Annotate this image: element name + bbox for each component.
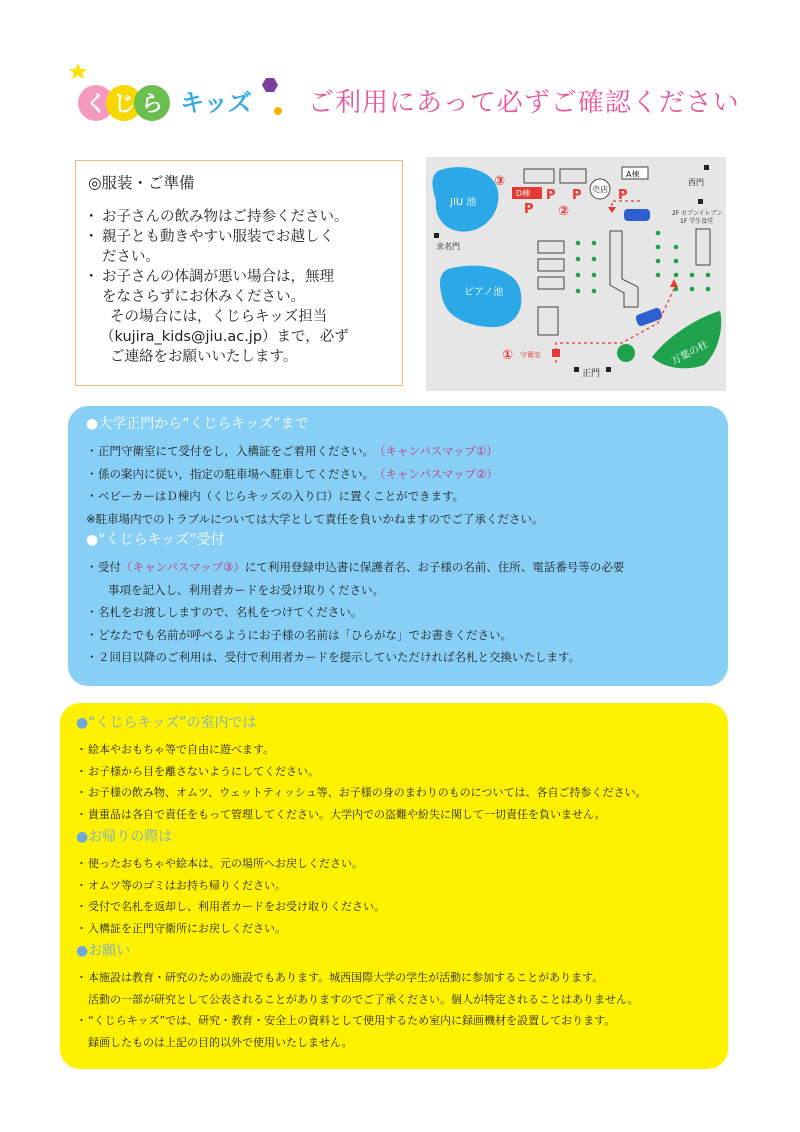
kujira-kids-logo bbox=[66, 60, 296, 130]
info-line: ・正門守衛室にて受付をし，入構証をご着用ください。 （キャンパスマップ①） bbox=[86, 444, 498, 458]
rule-text: 受付で名札を返却し、利用者カードをお受け取りください。 bbox=[88, 900, 385, 913]
info-line: ・どなたでも名前が呼べるようにお子様の名前は「ひらがな」でお書きください。 bbox=[86, 627, 512, 642]
info-line-cont: 事項を記入し、利用者カードをお受け取りください。 bbox=[108, 582, 384, 597]
rule-text: お子様の飲み物、オムツ、ウェットティッシュ等、お子様の身のまわりのものについては、各自ご持参ください。 bbox=[88, 786, 647, 799]
attire-heading: ◎服装・ご準備 bbox=[88, 174, 195, 192]
info-text: ベビーカーはＤ棟内（くじらキッズの入り口）に置くことができます。 bbox=[98, 489, 465, 503]
rule-line: ・入構証を正門守衛所にお戻しください。 bbox=[76, 921, 286, 935]
star-icon bbox=[69, 63, 87, 79]
map-ref: （キャンパスマップ①） bbox=[379, 444, 498, 458]
info-text: にて利用登録申込書に保護者名、お子様の名前、住所、電話番号等の必要 bbox=[244, 560, 625, 574]
rule-line: ・オムツ等のゴミはお持ち帰りください。 bbox=[76, 878, 286, 892]
hexagon-icon bbox=[262, 78, 278, 92]
attire-note-line: （kujira_kids@jiu.ac.jp）まで，必ず bbox=[100, 329, 349, 345]
rule-text: 本施設は教育・研究のための施設でもあります。城西国際大学の学生が活動に参加することがあります。 bbox=[88, 971, 604, 984]
rule-text: 貴重品は各自で責任をもって管理してください。大学内での盗難や紛失に関して一切責任を負いません。 bbox=[88, 807, 606, 821]
warning-line: ※駐車場内でのトラブルについては大学として責任を負いかねますのでご了承ください。 bbox=[86, 511, 544, 526]
info-line: ・名札をお渡ししますので、名札をつけてください。 bbox=[86, 605, 363, 619]
piano-pond-label: ピアノ池 bbox=[464, 287, 504, 298]
west-gate-label: 西門 bbox=[688, 178, 704, 187]
rule-text: 使ったおもちゃや絵本は、元の場所へお戻しください。 bbox=[88, 857, 363, 870]
rule-line-cont: 録画したものは上記の目的以外で使用いたしません。 bbox=[88, 1035, 353, 1049]
cafeteria-label: 1F 学生食堂 bbox=[680, 218, 714, 225]
attire-item: ・ お子さんの飲み物はご持参ください。 bbox=[88, 207, 390, 227]
rule-line: ・お子様の飲み物、オムツ、ウェットティッシュ等、お子様の身のまわりのものについては、各自ご持参ください。 bbox=[76, 786, 647, 799]
section-heading: ●お帰りの際は bbox=[76, 829, 173, 845]
jiu-pond-label: JIU 池 bbox=[450, 197, 477, 208]
rule-text: 絵本やおもちゃ等で自由に遊べます。 bbox=[88, 743, 275, 756]
info-line: ・受付（キャンパスマップ③）にて利用登録申込書に保護者名、お子様の名前、住所、電話番号等の必要 bbox=[86, 560, 625, 574]
main-gate-label: 正門 bbox=[582, 369, 601, 379]
num3-label: ③ bbox=[494, 174, 506, 189]
map-ref: （キャンパスマップ②） bbox=[379, 466, 498, 481]
info-line: ・ベビーカーはＤ棟内（くじらキッズの入り口）に置くことができます。 bbox=[86, 489, 465, 503]
seven-eleven-label: 2F セブンイレブン bbox=[672, 210, 723, 217]
parking-label: P bbox=[572, 188, 582, 203]
rule-line: ・本施設は教育・研究のための施設でもあります。城西国際大学の学生が活動に参加することがあります。 bbox=[76, 971, 604, 984]
parking-label: P bbox=[618, 188, 628, 203]
attire-item bbox=[88, 227, 390, 267]
rule-line: ・使ったおもちゃや絵本は、元の場所へお戻しください。 bbox=[76, 857, 363, 870]
svg-text:く: く bbox=[84, 92, 108, 117]
page-title: ご利用にあって必ずご確認ください bbox=[308, 88, 740, 118]
info-text: 名札をお渡ししますので、名札をつけてください。 bbox=[98, 605, 363, 619]
info-text: 正門守衛室にて受付をし，入構証をご着用ください。 bbox=[98, 444, 369, 458]
num2-label: ② bbox=[558, 204, 570, 219]
access-info-box bbox=[68, 406, 728, 686]
rule-line: ・絵本やおもちゃ等で自由に遊べます。 bbox=[76, 743, 275, 756]
info-text: どなたでも名前が呼べるようにお子様の名前は「ひらがな」でお書きください。 bbox=[98, 627, 512, 642]
parking-label: P bbox=[524, 202, 534, 217]
info-text: 受付 bbox=[98, 560, 121, 574]
gumyo-gate-label: 求名門 bbox=[436, 242, 460, 251]
guard-room-label: 守衛室 bbox=[520, 351, 541, 359]
attire-item-line: ださい。 bbox=[102, 249, 160, 265]
rule-line: ・受付で名札を返却し、利用者カードをお受け取りください。 bbox=[76, 900, 385, 913]
parking-label: P bbox=[546, 188, 556, 203]
svg-text:キッズ: キッズ bbox=[180, 89, 252, 117]
car-icon bbox=[624, 209, 650, 221]
info-line: ・係の案内に従い，指定の駐車場へ駐車してください。 （キャンパスマップ②） bbox=[86, 466, 498, 481]
rule-line: ・貴重品は各自で責任をもって管理してください。大学内での盗難や紛失に関して一切責任を負いません。 bbox=[76, 807, 606, 821]
rule-line: ・お子様から目を離さないようにしてください。 bbox=[76, 764, 319, 778]
section-heading: ●大学正門から“くじらキッズ”まで bbox=[86, 416, 309, 432]
section-heading: ●お願い bbox=[76, 943, 131, 959]
info-text: 係の案内に従い，指定の駐車場へ駐車してください。 bbox=[98, 466, 369, 481]
building-a-label: A棟 bbox=[626, 170, 640, 179]
rule-line-cont: 活動の一部が研究として公表されることがありますのでご了承ください。個人が特定されることはありません。 bbox=[88, 992, 639, 1006]
attire-item bbox=[88, 267, 390, 307]
campus-map bbox=[426, 157, 726, 391]
num1-label: ① bbox=[502, 348, 514, 363]
attire-item-line: をなさらずにお休みください。 bbox=[102, 289, 305, 305]
svg-text:ら: ら bbox=[140, 92, 164, 117]
attire-item-line: お子さんの体調が悪い場合は，無理 bbox=[102, 269, 334, 285]
building-d-label: D棟 bbox=[516, 189, 531, 198]
attire-box bbox=[75, 160, 403, 386]
attire-item-line: 親子とも動きやすい服装でお越しく bbox=[102, 229, 334, 245]
rules-box bbox=[60, 703, 728, 1069]
manyo-forest-label: 万葉の杜 bbox=[669, 339, 711, 368]
attire-note-line: その場合には，くじらキッズ担当 bbox=[110, 309, 328, 325]
rule-text: 入構証を正門守衛所にお戻しください。 bbox=[88, 921, 286, 935]
info-text: ２回目以降のご利用は、受付で利用者カードを提示していただければ名札と交換いたします。 bbox=[98, 650, 581, 664]
rule-text: オムツ等のゴミはお持ち帰りください。 bbox=[88, 878, 286, 892]
section-heading: ●“くじらキッズ”の室内では bbox=[76, 715, 257, 731]
attire-note-line: ご連絡をお願いいたします。 bbox=[110, 349, 298, 365]
rule-text: “くじらキッズ”では、研究・教育・安全上の資料として使用するため室内に録画機材を設置しております。 bbox=[88, 1014, 616, 1027]
info-line: ・２回目以降のご利用は、受付で利用者カードを提示していただければ名札と交換いたします。 bbox=[86, 650, 581, 664]
rule-line: ・“くじらキッズ”では、研究・教育・安全上の資料として使用するため室内に録画機材を設置しております。 bbox=[76, 1014, 616, 1027]
rule-text: お子様から目を離さないようにしてください。 bbox=[88, 764, 319, 778]
attire-list bbox=[88, 207, 390, 307]
section-heading: ●“くじらキッズ”受付 bbox=[86, 532, 225, 548]
svg-text:じ: じ bbox=[112, 92, 136, 117]
map-ref: （キャンパスマップ③） bbox=[121, 560, 245, 574]
shop-label: 売店 bbox=[592, 185, 608, 194]
